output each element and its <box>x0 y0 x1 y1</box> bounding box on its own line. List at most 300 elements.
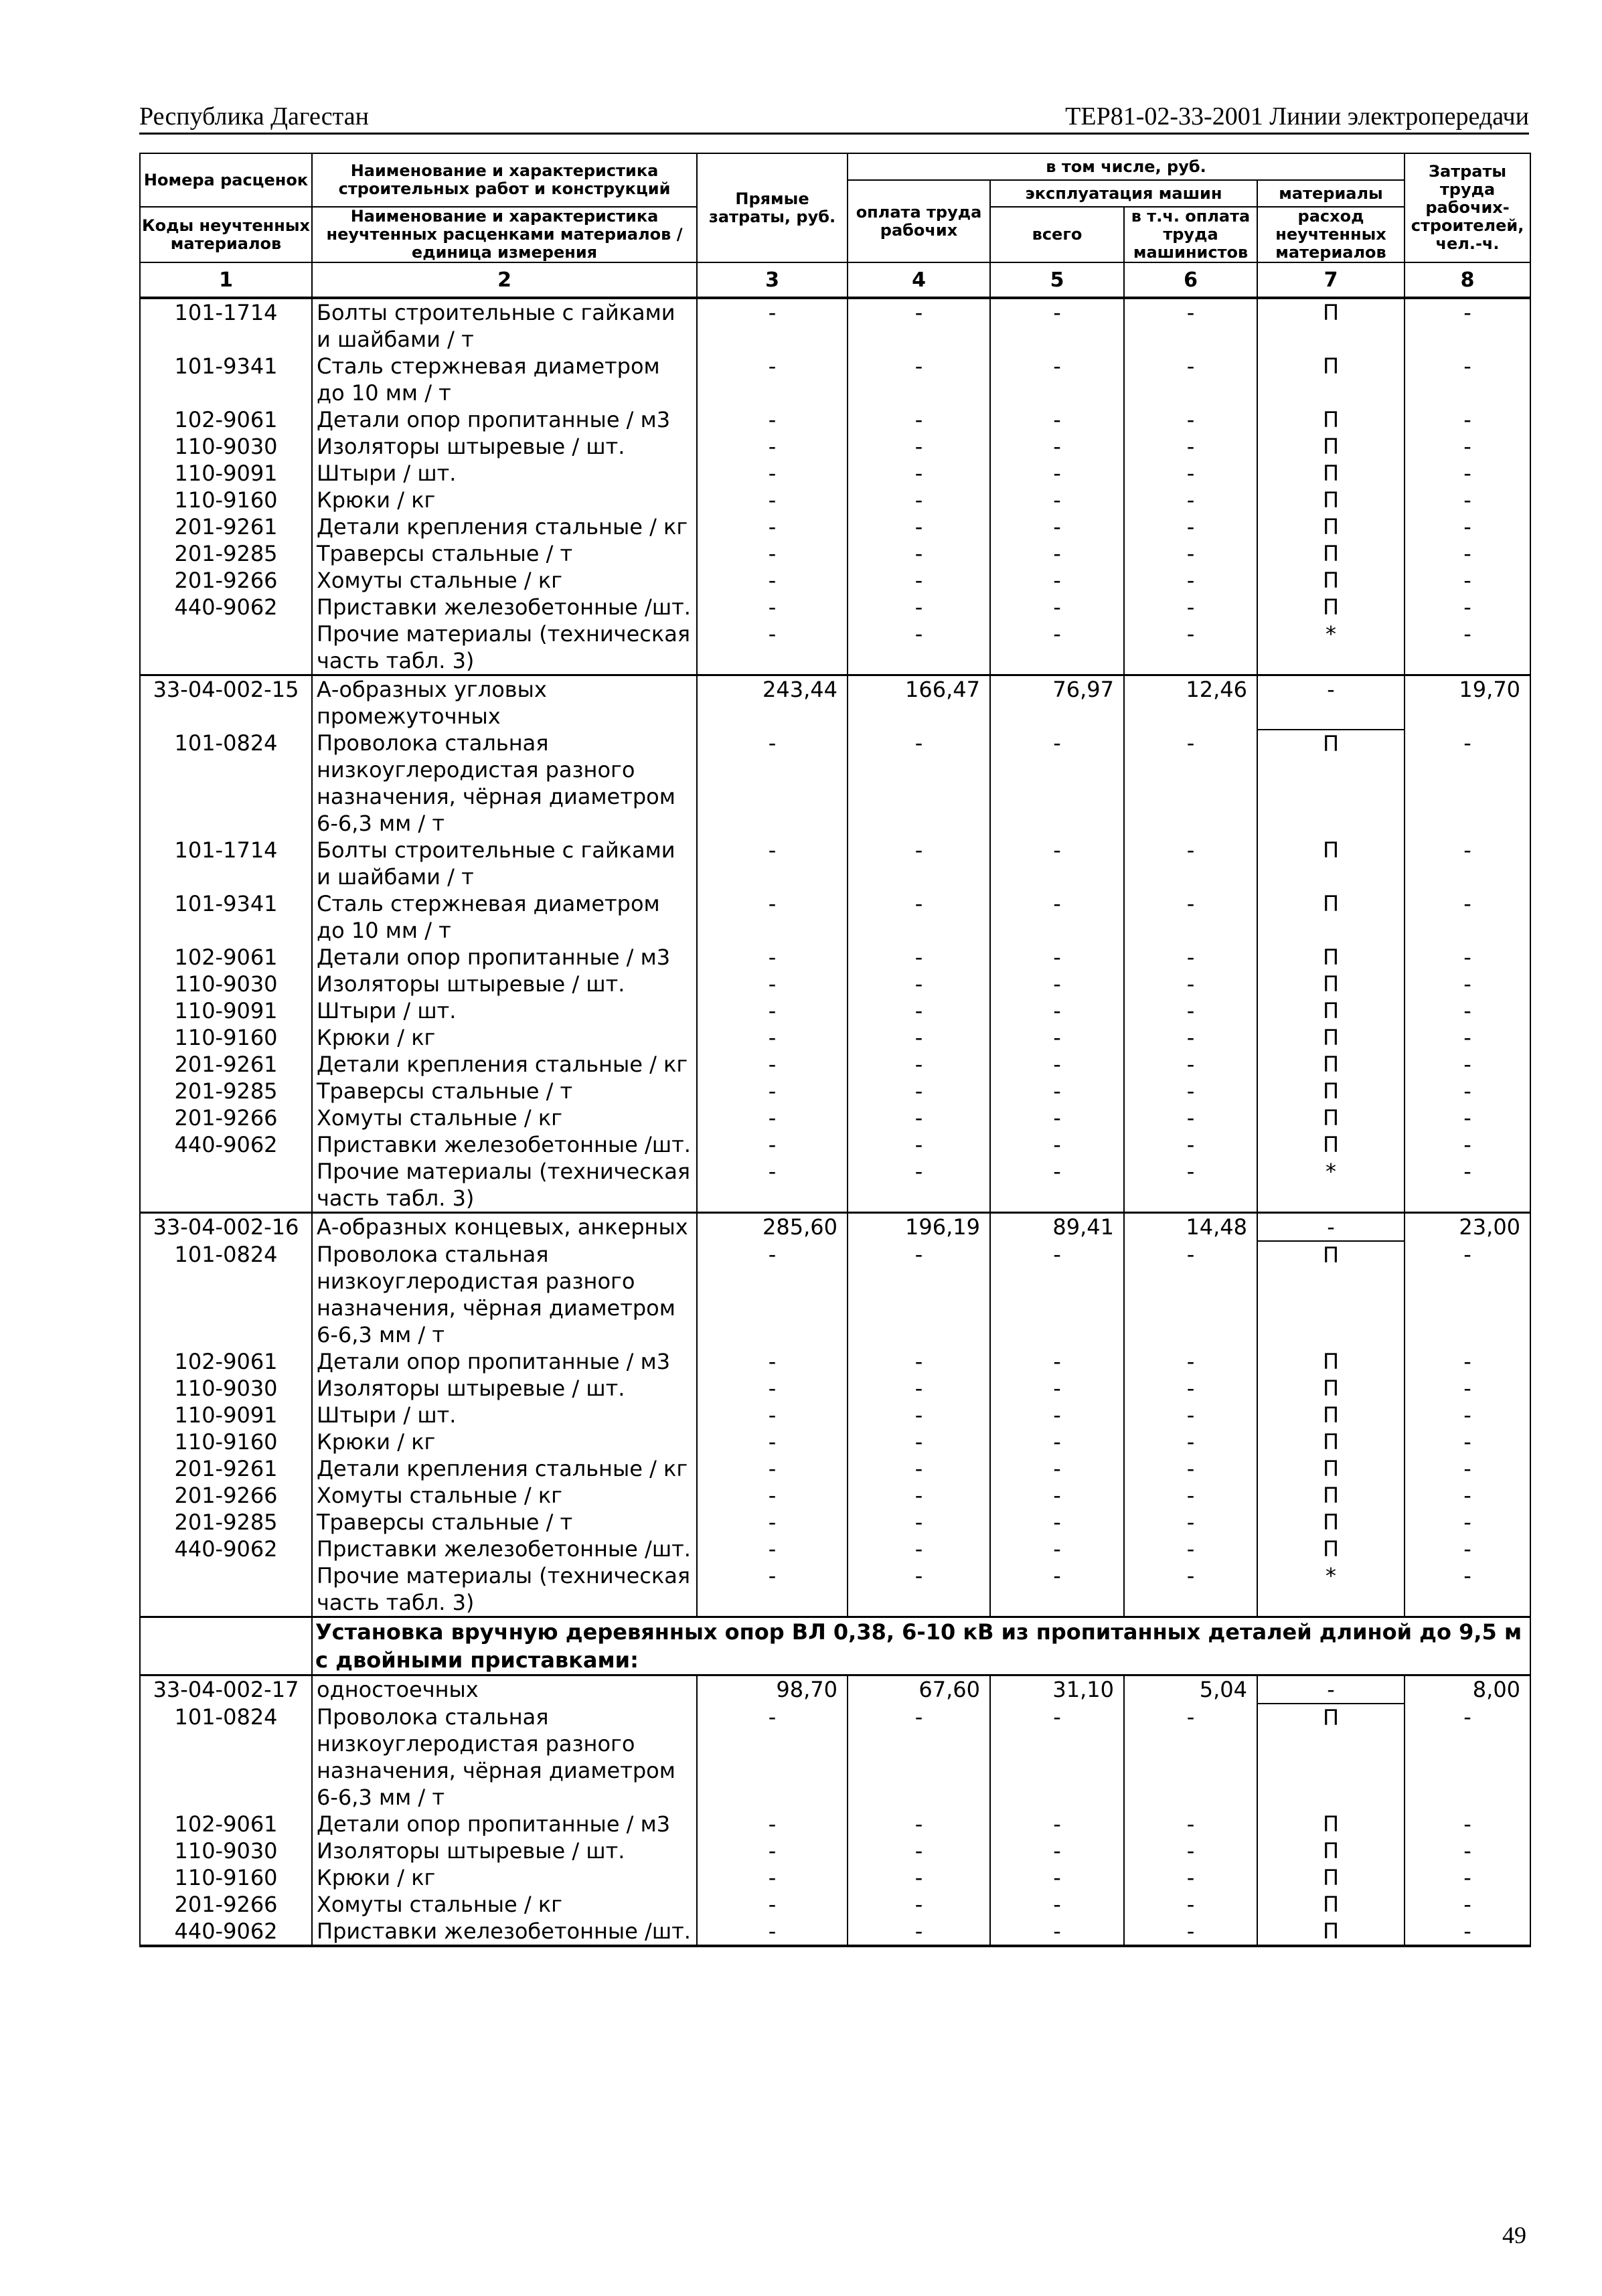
c4-value: - <box>848 1562 990 1617</box>
material-name: Хомуты стальные / кг <box>312 1104 697 1131</box>
c3-value: - <box>697 944 848 971</box>
c3-value: 98,70 <box>697 1675 848 1704</box>
col1-top-header: Номера расценок <box>140 153 312 207</box>
c8-value: 19,70 <box>1405 675 1530 730</box>
c8-value: - <box>1405 1158 1530 1213</box>
col5-header: всего <box>990 207 1124 262</box>
c8-value: - <box>1405 1562 1530 1617</box>
material-name: Штыри / шт. <box>312 997 697 1024</box>
c4-value: - <box>848 353 990 406</box>
c5-value: - <box>990 1131 1124 1158</box>
c7-value: П <box>1257 1375 1405 1402</box>
section-title: Установка вручную деревянных опор ВЛ 0,38, 6-10 кВ из пропитанных деталей длиной до 9,5 м с двойными приставками: <box>312 1617 1530 1675</box>
material-name: Крюки / кг <box>312 1428 697 1455</box>
material-code: 102-9061 <box>140 1811 312 1837</box>
c6-value: - <box>1124 1837 1257 1864</box>
material-name: Приставки железобетонные /шт. <box>312 1918 697 1946</box>
c6-value: - <box>1124 1348 1257 1375</box>
column-number: 3 <box>697 262 848 298</box>
material-name: Изоляторы штыревые / шт. <box>312 433 697 460</box>
c3-value: - <box>697 971 848 997</box>
c8-value: - <box>1405 567 1530 594</box>
material-name: Проволока стальная низкоуглеродистая разного назначения, чёрная диаметром 6-6,3 мм / т <box>312 730 697 837</box>
c6-value: - <box>1124 1241 1257 1348</box>
material-row <box>140 487 1530 513</box>
c7-value: * <box>1257 1158 1405 1213</box>
c5-value: - <box>990 540 1124 567</box>
material-row <box>140 1158 1530 1213</box>
c7-value: П <box>1257 1837 1405 1864</box>
c6-value: - <box>1124 1482 1257 1509</box>
c7-value: П <box>1257 1482 1405 1509</box>
c7-value: П <box>1257 1455 1405 1482</box>
c6-value: - <box>1124 621 1257 675</box>
c5-value: - <box>990 1104 1124 1131</box>
c4-value: - <box>848 1891 990 1918</box>
table-body <box>140 298 1530 1946</box>
material-row <box>140 298 1530 353</box>
c3-value: - <box>697 1241 848 1348</box>
material-code: 201-9261 <box>140 1051 312 1078</box>
c4-value: - <box>848 1375 990 1402</box>
c8-value: - <box>1405 1704 1530 1811</box>
material-code: 440-9062 <box>140 1536 312 1562</box>
c7-value: П <box>1257 971 1405 997</box>
rate-row <box>140 1213 1530 1242</box>
c7-value: П <box>1257 540 1405 567</box>
c7-value: П <box>1257 1509 1405 1536</box>
material-row <box>140 837 1530 890</box>
c7-value: П <box>1257 1704 1405 1811</box>
header-region: Республика Дагестан <box>139 102 369 131</box>
c4-value: - <box>848 1104 990 1131</box>
c5-value: - <box>990 971 1124 997</box>
c6-value: - <box>1124 1891 1257 1918</box>
c7-value: П <box>1257 1348 1405 1375</box>
c3-value: - <box>697 1891 848 1918</box>
c7-value: П <box>1257 1536 1405 1562</box>
c5-value: - <box>990 594 1124 621</box>
material-name: Траверсы стальные / т <box>312 1509 697 1536</box>
c8-value: - <box>1405 353 1530 406</box>
c8-value: - <box>1405 1241 1530 1348</box>
material-code: 110-9091 <box>140 460 312 487</box>
material-name: Штыри / шт. <box>312 460 697 487</box>
c5-value: - <box>990 1704 1124 1811</box>
c8-value: - <box>1405 1402 1530 1428</box>
c5-value: - <box>990 460 1124 487</box>
c3-value: - <box>697 513 848 540</box>
c8-value: - <box>1405 1509 1530 1536</box>
material-code: 102-9061 <box>140 1348 312 1375</box>
c7-value: П <box>1257 1428 1405 1455</box>
material-code: 110-9160 <box>140 487 312 513</box>
material-code: 101-9341 <box>140 353 312 406</box>
material-name: Прочие материалы (техническая часть табл. 3) <box>312 1562 697 1617</box>
material-code: 201-9266 <box>140 1104 312 1131</box>
material-row <box>140 1348 1530 1375</box>
c3-value: - <box>697 298 848 353</box>
c7-value: П <box>1257 487 1405 513</box>
material-code: 110-9091 <box>140 1402 312 1428</box>
c3-value: - <box>697 837 848 890</box>
c3-value: - <box>697 1536 848 1562</box>
c5-value: - <box>990 1562 1124 1617</box>
c4-value: - <box>848 406 990 433</box>
c8-value: - <box>1405 594 1530 621</box>
c5-value: - <box>990 298 1124 353</box>
c4-value: - <box>848 513 990 540</box>
c5-value: - <box>990 837 1124 890</box>
material-code: 110-9030 <box>140 1837 312 1864</box>
c8-value: - <box>1405 890 1530 944</box>
material-code: 201-9285 <box>140 1509 312 1536</box>
c4-value: - <box>848 1348 990 1375</box>
c3-value: - <box>697 1131 848 1158</box>
material-code: 201-9266 <box>140 1482 312 1509</box>
c4-value: - <box>848 837 990 890</box>
c7-value: П <box>1257 298 1405 353</box>
material-name: Детали крепления стальные / кг <box>312 513 697 540</box>
material-code: 101-1714 <box>140 837 312 890</box>
c8-value: - <box>1405 1811 1530 1837</box>
material-code: 110-9030 <box>140 1375 312 1402</box>
col3-header: Прямые затраты, руб. <box>697 153 848 262</box>
page-header <box>139 100 1529 135</box>
c8-value: - <box>1405 837 1530 890</box>
c3-value: - <box>697 1402 848 1428</box>
c3-value: - <box>697 460 848 487</box>
c6-value: - <box>1124 1051 1257 1078</box>
material-code: 102-9061 <box>140 944 312 971</box>
c4-value: - <box>848 1455 990 1482</box>
material-row <box>140 1131 1530 1158</box>
material-code: 201-9261 <box>140 1455 312 1482</box>
c5-value: - <box>990 997 1124 1024</box>
c4-value: - <box>848 1509 990 1536</box>
c8-value: - <box>1405 1482 1530 1509</box>
material-row <box>140 1078 1530 1104</box>
c8-value: - <box>1405 1428 1530 1455</box>
c7-value: П <box>1257 890 1405 944</box>
c3-value: - <box>697 1811 848 1837</box>
c5-value: - <box>990 1811 1124 1837</box>
material-row <box>140 1024 1530 1051</box>
section-spacer <box>140 1617 312 1675</box>
c7-value: П <box>1257 513 1405 540</box>
material-row <box>140 540 1530 567</box>
c4-value: - <box>848 487 990 513</box>
c5-value: 31,10 <box>990 1675 1124 1704</box>
material-row <box>140 890 1530 944</box>
c4-value: - <box>848 460 990 487</box>
c4-value: - <box>848 540 990 567</box>
c3-value: - <box>697 1482 848 1509</box>
c6-value: 14,48 <box>1124 1213 1257 1242</box>
c6-value: - <box>1124 1158 1257 1213</box>
machines-header: эксплуатация машин <box>990 180 1257 207</box>
column-number: 1 <box>140 262 312 298</box>
c3-value: - <box>697 1158 848 1213</box>
c5-value: - <box>990 1375 1124 1402</box>
c4-value: - <box>848 594 990 621</box>
c7-value: - <box>1257 1675 1405 1704</box>
column-number: 7 <box>1257 262 1405 298</box>
rate-code: 33-04-002-16 <box>140 1213 312 1242</box>
material-row <box>140 1375 1530 1402</box>
material-code: 201-9266 <box>140 1891 312 1918</box>
c8-value: - <box>1405 1455 1530 1482</box>
c6-value: 12,46 <box>1124 675 1257 730</box>
c8-value: - <box>1405 1536 1530 1562</box>
c6-value: - <box>1124 944 1257 971</box>
c4-value: - <box>848 1402 990 1428</box>
c7-value: П <box>1257 1131 1405 1158</box>
c8-value: - <box>1405 540 1530 567</box>
c5-value: - <box>990 353 1124 406</box>
material-row <box>140 1562 1530 1617</box>
rate-name: А-образных концевых, анкерных <box>312 1213 697 1242</box>
c5-value: - <box>990 1455 1124 1482</box>
c3-value: - <box>697 1864 848 1891</box>
c4-value: - <box>848 730 990 837</box>
column-number: 8 <box>1405 262 1530 298</box>
c6-value: - <box>1124 971 1257 997</box>
c6-value: - <box>1124 1811 1257 1837</box>
c4-value: - <box>848 997 990 1024</box>
c5-value: - <box>990 944 1124 971</box>
c6-value: - <box>1124 890 1257 944</box>
c5-value: - <box>990 621 1124 675</box>
c7-value: П <box>1257 460 1405 487</box>
c7-value: - <box>1257 1213 1405 1242</box>
material-code: 101-0824 <box>140 1704 312 1811</box>
c7-value: П <box>1257 567 1405 594</box>
column-number: 2 <box>312 262 697 298</box>
c8-value: - <box>1405 1864 1530 1891</box>
c6-value: - <box>1124 353 1257 406</box>
material-code: 201-9285 <box>140 1078 312 1104</box>
c8-value: 23,00 <box>1405 1213 1530 1242</box>
c3-value: - <box>697 1704 848 1811</box>
c5-value: - <box>990 1024 1124 1051</box>
material-code: 101-0824 <box>140 730 312 837</box>
material-row <box>140 1241 1530 1348</box>
c8-value: - <box>1405 1104 1530 1131</box>
c8-value: - <box>1405 298 1530 353</box>
material-name: Детали крепления стальные / кг <box>312 1455 697 1482</box>
material-name: Хомуты стальные / кг <box>312 1482 697 1509</box>
rate-code: 33-04-002-17 <box>140 1675 312 1704</box>
rate-name: А-образных угловых промежуточных <box>312 675 697 730</box>
rate-row <box>140 1675 1530 1704</box>
c7-value: П <box>1257 837 1405 890</box>
material-code: 102-9061 <box>140 406 312 433</box>
c4-value: - <box>848 621 990 675</box>
c8-value: - <box>1405 460 1530 487</box>
c3-value: 285,60 <box>697 1213 848 1242</box>
material-row <box>140 1536 1530 1562</box>
c4-value: - <box>848 1131 990 1158</box>
c6-value: - <box>1124 1562 1257 1617</box>
material-name: Проволока стальная низкоуглеродистая разного назначения, чёрная диаметром 6-6,3 мм / т <box>312 1704 697 1811</box>
material-code: 201-9261 <box>140 513 312 540</box>
material-row <box>140 621 1530 675</box>
c7-value: П <box>1257 406 1405 433</box>
c6-value: - <box>1124 1536 1257 1562</box>
rate-row <box>140 675 1530 730</box>
material-code <box>140 1562 312 1617</box>
c3-value: - <box>697 730 848 837</box>
c4-value: 196,19 <box>848 1213 990 1242</box>
material-row <box>140 997 1530 1024</box>
c3-value: - <box>697 997 848 1024</box>
table-head <box>140 153 1530 298</box>
material-name: Прочие материалы (техническая часть табл. 3) <box>312 1158 697 1213</box>
c3-value: - <box>697 1104 848 1131</box>
c6-value: - <box>1124 1104 1257 1131</box>
c8-value: - <box>1405 944 1530 971</box>
c5-value: - <box>990 1837 1124 1864</box>
column-number: 6 <box>1124 262 1257 298</box>
c4-value: - <box>848 1864 990 1891</box>
c8-value: - <box>1405 1918 1530 1946</box>
column-number-row <box>140 262 1530 298</box>
material-name: Детали опор пропитанные / м3 <box>312 1348 697 1375</box>
c6-value: - <box>1124 1402 1257 1428</box>
c4-value: - <box>848 1241 990 1348</box>
material-row <box>140 1891 1530 1918</box>
material-code: 110-9030 <box>140 433 312 460</box>
material-name: Болты строительные с гайками и шайбами / т <box>312 298 697 353</box>
c7-value: П <box>1257 1891 1405 1918</box>
material-code: 110-9160 <box>140 1428 312 1455</box>
c4-value: - <box>848 971 990 997</box>
material-code <box>140 1158 312 1213</box>
c6-value: - <box>1124 1375 1257 1402</box>
c8-value: - <box>1405 621 1530 675</box>
c6-value: - <box>1124 433 1257 460</box>
c4-value: - <box>848 1536 990 1562</box>
material-row <box>140 406 1530 433</box>
material-row <box>140 1509 1530 1536</box>
material-name: Сталь стержневая диаметром до 10 мм / т <box>312 353 697 406</box>
c3-value: - <box>697 1562 848 1617</box>
material-row <box>140 1837 1530 1864</box>
c7-value: П <box>1257 594 1405 621</box>
material-name: Болты строительные с гайками и шайбами / т <box>312 837 697 890</box>
c5-value: - <box>990 1864 1124 1891</box>
c7-value: П <box>1257 1104 1405 1131</box>
material-row <box>140 944 1530 971</box>
material-code: 440-9062 <box>140 1131 312 1158</box>
material-code: 110-9160 <box>140 1864 312 1891</box>
col7-header: расход неучтенных материалов <box>1257 207 1405 262</box>
c6-value: - <box>1124 298 1257 353</box>
material-row <box>140 567 1530 594</box>
c5-value: - <box>990 406 1124 433</box>
c8-value: - <box>1405 433 1530 460</box>
c6-value: - <box>1124 997 1257 1024</box>
c4-value: 166,47 <box>848 675 990 730</box>
c3-value: - <box>697 594 848 621</box>
c8-value: - <box>1405 1051 1530 1078</box>
c7-value: * <box>1257 1562 1405 1617</box>
material-row <box>140 730 1530 837</box>
c3-value: - <box>697 1375 848 1402</box>
c7-value: П <box>1257 1024 1405 1051</box>
material-name: Траверсы стальные / т <box>312 1078 697 1104</box>
c4-value: - <box>848 1704 990 1811</box>
column-number: 4 <box>848 262 990 298</box>
c8-value: - <box>1405 1375 1530 1402</box>
c6-value: - <box>1124 1918 1257 1946</box>
col4-header: оплата труда рабочих <box>848 180 990 262</box>
c5-value: - <box>990 1509 1124 1536</box>
c4-value: - <box>848 567 990 594</box>
c5-value: - <box>990 730 1124 837</box>
c4-value: - <box>848 298 990 353</box>
material-code: 101-0824 <box>140 1241 312 1348</box>
c7-value: П <box>1257 1811 1405 1837</box>
c7-value: П <box>1257 1864 1405 1891</box>
material-name: Хомуты стальные / кг <box>312 1891 697 1918</box>
c4-value: - <box>848 1078 990 1104</box>
c3-value: - <box>697 1455 848 1482</box>
header-document-title: ТЕР81-02-33-2001 Линии электропередачи <box>1065 102 1529 131</box>
c5-value: - <box>990 1051 1124 1078</box>
rate-code: 33-04-002-15 <box>140 675 312 730</box>
c6-value: - <box>1124 594 1257 621</box>
c6-value: - <box>1124 540 1257 567</box>
c7-value: П <box>1257 353 1405 406</box>
c4-value: - <box>848 1024 990 1051</box>
c5-value: - <box>990 1482 1124 1509</box>
c7-value: * <box>1257 621 1405 675</box>
material-row <box>140 1704 1530 1811</box>
material-row <box>140 1811 1530 1837</box>
c6-value: - <box>1124 1704 1257 1811</box>
c8-value: - <box>1405 1131 1530 1158</box>
c5-value: - <box>990 1891 1124 1918</box>
material-name: Сталь стержневая диаметром до 10 мм / т <box>312 890 697 944</box>
material-name: Приставки железобетонные /шт. <box>312 1131 697 1158</box>
c7-value: П <box>1257 433 1405 460</box>
col2-top-header: Наименование и характеристика строительных работ и конструкций <box>312 153 697 207</box>
c5-value: - <box>990 1078 1124 1104</box>
c3-value: - <box>697 1078 848 1104</box>
c7-value: П <box>1257 1918 1405 1946</box>
c7-value: П <box>1257 730 1405 837</box>
c3-value: - <box>697 1024 848 1051</box>
c8-value: - <box>1405 513 1530 540</box>
c6-value: - <box>1124 730 1257 837</box>
c6-value: - <box>1124 837 1257 890</box>
c3-value: - <box>697 1428 848 1455</box>
material-name: Крюки / кг <box>312 1864 697 1891</box>
c4-value: - <box>848 1918 990 1946</box>
material-row <box>140 594 1530 621</box>
c7-value: П <box>1257 997 1405 1024</box>
c3-value: - <box>697 1918 848 1946</box>
material-row <box>140 513 1530 540</box>
c8-value: - <box>1405 487 1530 513</box>
c5-value: - <box>990 1241 1124 1348</box>
col8-header: Затраты труда рабочих-строителей, чел.-ч. <box>1405 153 1530 262</box>
c7-value: П <box>1257 1241 1405 1348</box>
material-code: 201-9266 <box>140 567 312 594</box>
c5-value: - <box>990 487 1124 513</box>
